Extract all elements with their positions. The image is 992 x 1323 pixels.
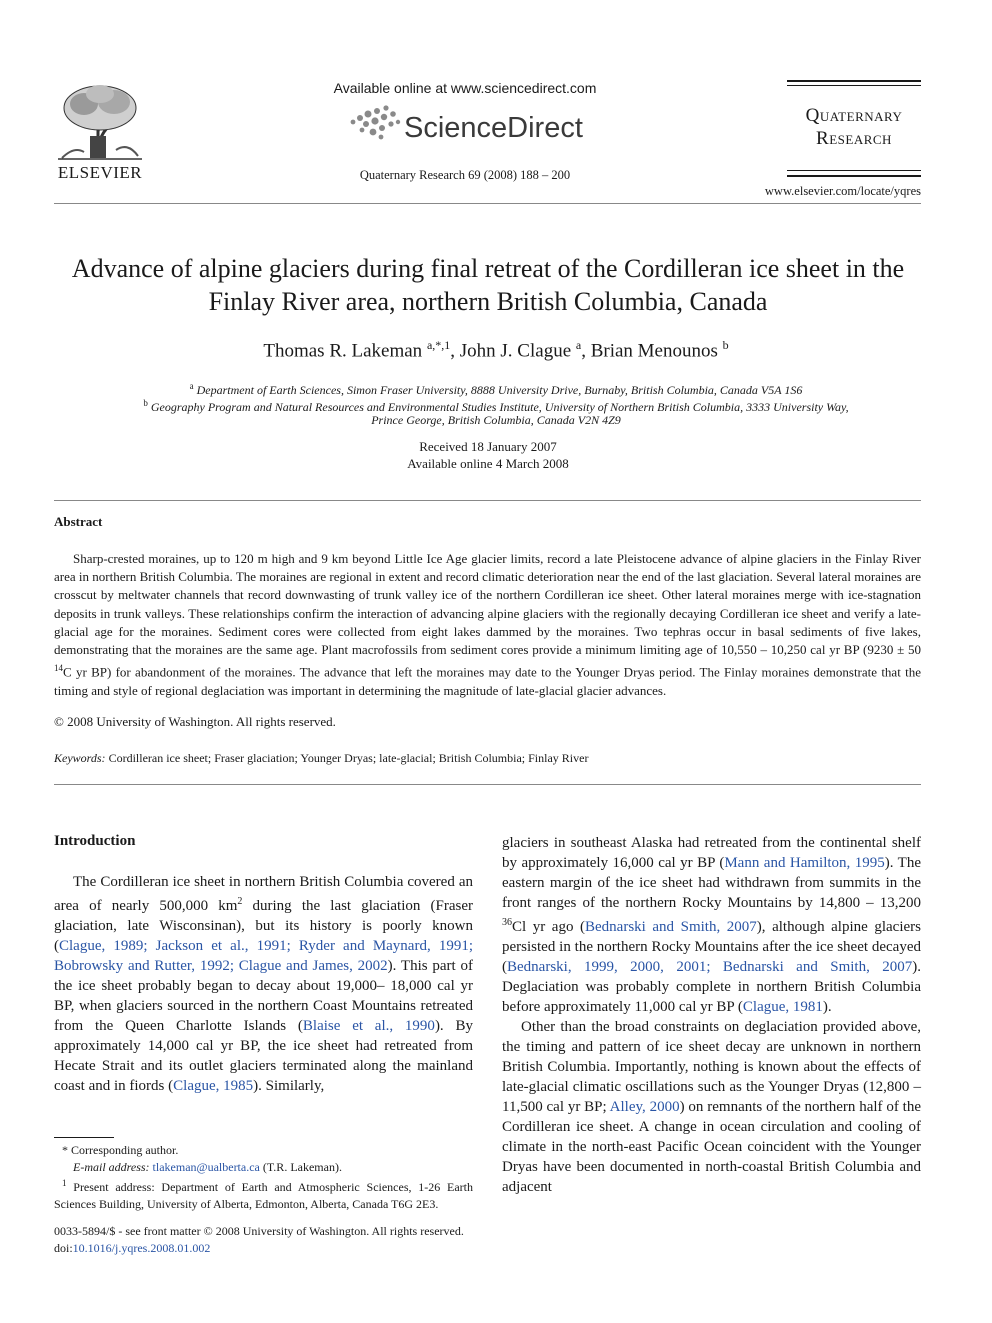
citation-link[interactable]: Clague, 1985 (173, 1078, 254, 1094)
affiliation-text: Prince George, British Columbia, Canada V2N 4Z9 (371, 413, 621, 427)
body-text: ). This part of the ice sheet probably began to decay about 19,000– 18,000 cal yr BP, when glaciers sourced in the northern Coast Mountains retreated from the Queen Charlotte Islands ( (54, 958, 473, 1034)
keywords-label: Keywords: (54, 751, 106, 765)
received-date: Received 18 January 2007 (419, 439, 557, 454)
asterisk-mark: * (62, 1143, 68, 1157)
footnote-text: Corresponding author. (71, 1143, 179, 1157)
body-text: ). The eastern margin of the ice sheet had withdrawn from summits in the front ranges of the northern Rocky Mountains by 14,800 – 13,200 (502, 855, 921, 911)
abstract-copyright: © 2008 University of Washington. All rights reserved. (54, 714, 336, 729)
doi-label: doi: (54, 1241, 73, 1255)
paragraph (502, 1017, 921, 1197)
email-label: E-mail address: (73, 1159, 150, 1174)
available-online-text: Available online at www.sciencedirect.com (333, 80, 597, 96)
journal-citation: Quaternary Research 69 (2008) 188 – 200 (359, 168, 571, 182)
body-text: during the last glaciation (Fraser glaciation, late Wisconsinan), but its history is poorly known ( (54, 898, 473, 954)
article-dates (300, 438, 676, 472)
publisher-name: ELSEVIER (57, 163, 143, 182)
author-name[interactable]: Thomas R. Lakeman (263, 340, 423, 362)
isotope-superscript: 14 (54, 663, 63, 674)
body-text: ) on remnants of the northern half of the Cordilleran ice sheet. A change in ocean circulation and cooling of climate in the north-east Pacific Ocean coincident with the Younger Dryas have been documented in north-coastal British Columbia and adjacent (502, 1099, 921, 1195)
journal-masthead (787, 80, 921, 178)
front-matter (54, 1223, 614, 1257)
article-title: Advance of alpine glaciers during final retreat of the Cordilleran ice sheet in the Finlay River area, northern British Columbia, Canada (71, 254, 905, 316)
abstract-text: Sharp-crested moraines, up to 120 m high and 9 km beyond Little Ice Age glacier limits, record a late Pleistocene advance of alpine glaciers in the Finlay River area in northern British Columbia. The moraines are regional in extent and record climatic deterioration near the end of the last glaciation. Several lateral moraines are crosscut by meltwater channels that record downwasting of trunk valley ice of the northern Cordilleran ice sheet. Other lateral moraines merge with ice-stagnation deposits in trunk valleys. These relationships confirm the interaction of advancing alpine glaciers with the regionally decaying Cordilleran ice sheet and verify a late-glacial age for the moraines. Sediment cores were collected from eight lakes dammed by the moraines. Two tephras occur in basal sediments of five lakes, demonstrating that the moraines are the same age. Plant macrofossils from sediment cores provide a minimum limiting age of 10,550 – 10,250 cal yr BP (9230 ± 50 (54, 551, 921, 658)
footnote-mark: 1 (62, 1178, 67, 1188)
footnote-corresponding (54, 1142, 473, 1159)
body-text: Other than the broad constraints on deglaciation provided above, the timing and pattern of ice sheet decay are unknown in northern British Columbia. Importantly, nothing is known about the effects of late-glacial climatic oscillations such as the Younger Dryas (12,800 – 11,500 cal yr BP; (502, 1019, 921, 1115)
issn-line: 0033-5894/$ - see front matter © 2008 University of Washington. All rights reserved. (54, 1224, 464, 1238)
citation-link[interactable]: Mann and Hamilton, 1995 (724, 855, 885, 871)
author-affiliation-mark: a,*,1 (426, 338, 451, 352)
abstract-text: C yr BP) for abandonment of the moraines. The advance that left the moraines may date to the Younger Dryas period. The Finlay moraines demonstrate that the timing and style of regional deglaciation was important in determining the magnitude of late-glacial glacier advances. (54, 664, 921, 698)
citation-link[interactable]: Clague, 1981 (742, 999, 823, 1015)
affiliation-mark: a (189, 381, 194, 391)
author-name[interactable]: Brian Menounos (590, 340, 718, 362)
paragraph (502, 833, 921, 1017)
footnote-text: Present address: Department of Earth and Atmospheric Sciences, 1-26 Earth Sciences Building, University of Alberta, Edmonton, Alberta, Canada T6G 2E3. (54, 1180, 474, 1211)
header-divider (54, 203, 921, 204)
body-text: The Cordilleran ice sheet in northern British Columbia covered an area of nearly 500,000 km (54, 874, 473, 914)
doi-link[interactable]: 10.1016/j.yqres.2008.01.002 (72, 1241, 211, 1255)
sciencedirect-dots-icon (351, 105, 401, 139)
sciencedirect-logo[interactable] (348, 102, 588, 146)
footnotes (54, 1142, 473, 1212)
journal-title (787, 104, 921, 150)
footnote-email (54, 1159, 473, 1176)
email-link[interactable]: tlakeman@ualberta.ca (152, 1159, 260, 1174)
doi-line (54, 1240, 614, 1257)
journal-title-line2: Research (816, 128, 892, 149)
citation-link[interactable]: Bednarski, 1999, 2000, 2001; Bednarski and Smith, 2007 (507, 959, 913, 975)
abstract-body (54, 550, 921, 700)
author-list (100, 338, 892, 362)
author-affiliation-mark: b (722, 338, 729, 352)
superscript: 2 (237, 896, 243, 907)
keywords (54, 751, 921, 766)
citation-link[interactable]: Blaise et al., 1990 (302, 1018, 435, 1034)
body-text: Cl yr ago ( (512, 919, 586, 935)
affiliation-text: Department of Earth Sciences, Simon Fraser University, 8888 University Drive, Burnaby, British Columbia, Canada V5A 1S6 (196, 383, 803, 397)
available-date: Available online 4 March 2008 (407, 456, 569, 471)
abstract-top-divider (54, 500, 921, 501)
abstract-heading: Abstract (54, 514, 103, 529)
body-text: ). Deglaciation was probably complete in northern British Columbia before approximately 11,000 cal yr BP ( (502, 959, 921, 1015)
section-heading-introduction: Introduction (54, 833, 136, 849)
body-text: ), although alpine glaciers persisted in the northern Rocky Mountains after the ice sheet decayed ( (502, 919, 921, 975)
affiliation-text: Geography Program and Natural Resources and Environmental Studies Institute, University of Northern British Columbia, 3333 University Way, (150, 400, 849, 414)
column-right (502, 833, 921, 1197)
affiliation-mark: b (143, 398, 148, 408)
body-text: ). By approximately 14,000 cal yr BP, the ice sheet had retreated from Hecate Strait and its outlet glaciers terminated along the mainland coast and in fiords ( (54, 1018, 473, 1094)
journal-title-line1: Quaternary (805, 105, 903, 126)
citation-link[interactable]: Bednarski and Smith, 2007 (585, 919, 757, 935)
body-text: glaciers in southeast Alaska had retreated from the continental shelf by approximately 16,000 cal yr BP ( (502, 835, 921, 871)
author-separator: , (450, 340, 460, 362)
body-text: ). Similarly, (253, 1078, 325, 1094)
abstract-bottom-divider (54, 784, 921, 785)
column-left-paragraph (54, 872, 473, 1096)
citation-link[interactable]: Clague, 1989; Jackson et al., 1991; Ryder and Maynard, 1991; Bobrowsky and Rutter, 1992; Clague and James, 2002 (54, 938, 473, 974)
affiliation-b-cont (70, 412, 922, 429)
author-affiliation-mark: a (575, 338, 582, 352)
footnote-rule (54, 1137, 114, 1138)
citation-link[interactable]: Alley, 2000 (609, 1099, 680, 1115)
footnote-present-address (54, 1175, 473, 1212)
author-name[interactable]: John J. Clague (459, 340, 572, 362)
journal-url[interactable]: www.elsevier.com/locate/yqres (764, 184, 921, 198)
email-suffix: (T.R. Lakeman). (262, 1159, 342, 1174)
sciencedirect-wordmark: ScienceDirect (404, 112, 583, 144)
author-separator: , (581, 340, 591, 362)
superscript: 36 (502, 917, 512, 928)
keywords-list: Cordilleran ice sheet; Fraser glaciation; Younger Dryas; late-glacial; British Columbia; Finlay River (108, 751, 589, 765)
body-text: ). (822, 999, 832, 1015)
